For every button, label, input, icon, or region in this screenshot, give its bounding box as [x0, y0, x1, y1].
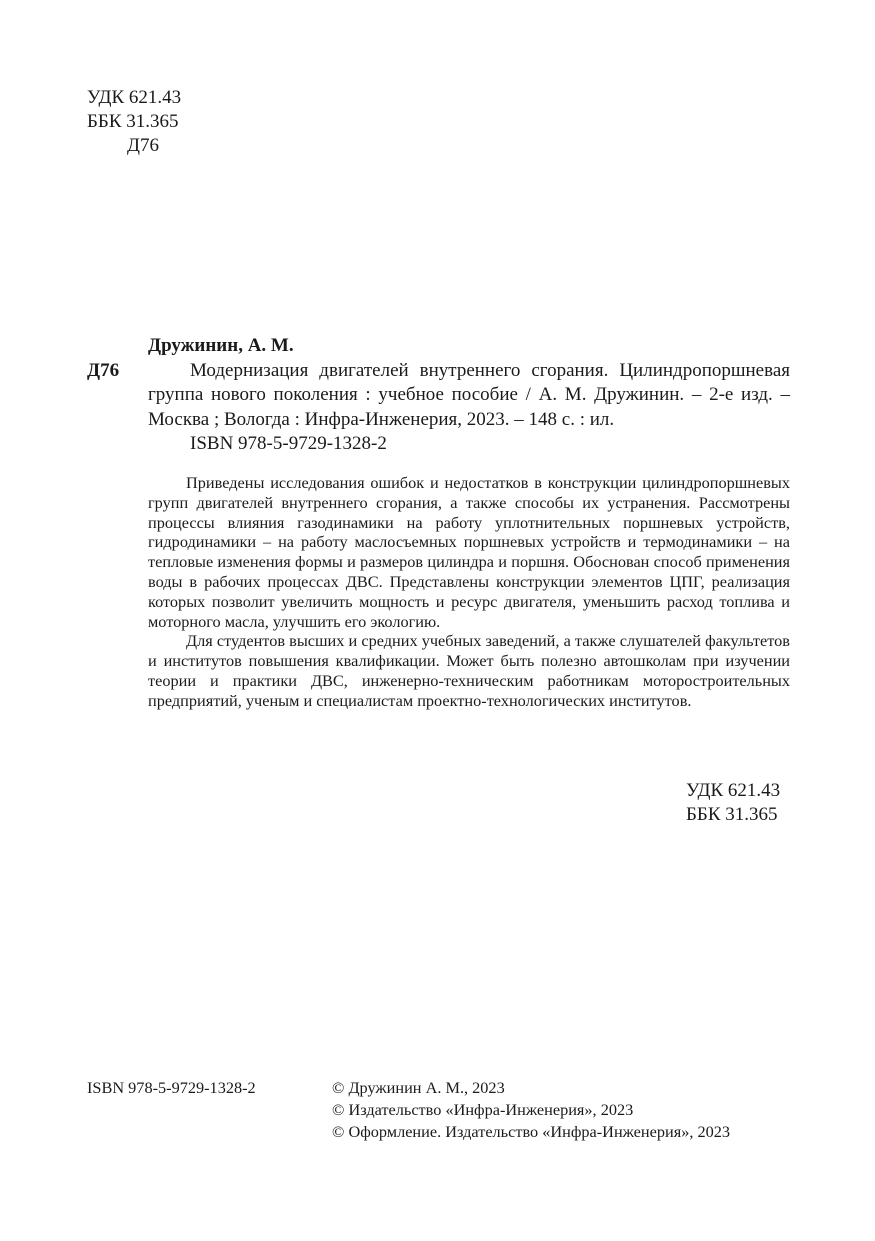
author-sign-code: Д76: [127, 135, 159, 156]
classification-codes-top: [87, 86, 181, 158]
annotation: [148, 473, 790, 711]
annotation-paragraph: Приведены исследования ошибок и недостатков в конструкции цилиндропоршневых групп двигателей внутреннего сгорания, а также способы их устранения. Рассмотрены процессы влияния газодинамики на работу уплотнительных поршневых устройств, гидродинамики – на работу маслосъемных поршневых устройств и термодинамики – на тепловые изменения формы и размеров цилиндра и поршня. Обоснован способ применения воды в рабочих процессах ДВС. Представлены конструкции элементов ЦПГ, реализация которых позволит увеличить мощность и ресурс двигателя, уменьшить расход топлива и моторного масла, улучшить его экологию.: [148, 473, 790, 631]
author-heading: Дружинин, А. М.: [148, 335, 294, 356]
record-isbn: ISBN 978-5-9729-1328-2: [190, 433, 387, 454]
udk-code: УДК 621.43: [686, 780, 781, 801]
bibliographic-record: [87, 334, 790, 457]
record-author-sign: Д76: [87, 359, 120, 381]
copyright-line: © Оформление. Издательство «Инфра-Инженерия», 2023: [332, 1122, 731, 1141]
udk-code: УДК 621.43: [87, 87, 182, 108]
copyright-line: © Издательство «Инфра-Инженерия», 2023: [332, 1100, 634, 1119]
record-body: [87, 359, 790, 457]
bbk-code: ББК 31.365: [87, 111, 179, 132]
annotation-paragraph: Для студентов высших и средних учебных заведений, а также слушателей факультетов и институтов повышения квалификации. Может быть полезно автошколам при изучении теории и практики ДВС, инженерно-техническим работникам моторостроительных предприятий, ученым и специалистам проектно-технологических институтов.: [148, 631, 790, 710]
record-title-description: Модернизация двигателей внутреннего сгорания. Цилиндропоршневая группа нового поколения : учебное пособие / А. М. Дружинин. – 2-е изд. – Москва ; Вологда : Инфра-Инженерия, 2023. – 148 с. : ил.: [148, 359, 790, 430]
bbk-code: ББК 31.365: [686, 804, 778, 825]
copyright-line: © Дружинин А. М., 2023: [332, 1078, 505, 1097]
footer-isbn: ISBN 978-5-9729-1328-2: [87, 1078, 256, 1097]
classification-codes-bottom: [686, 779, 780, 827]
copyright-block: [332, 1077, 730, 1143]
